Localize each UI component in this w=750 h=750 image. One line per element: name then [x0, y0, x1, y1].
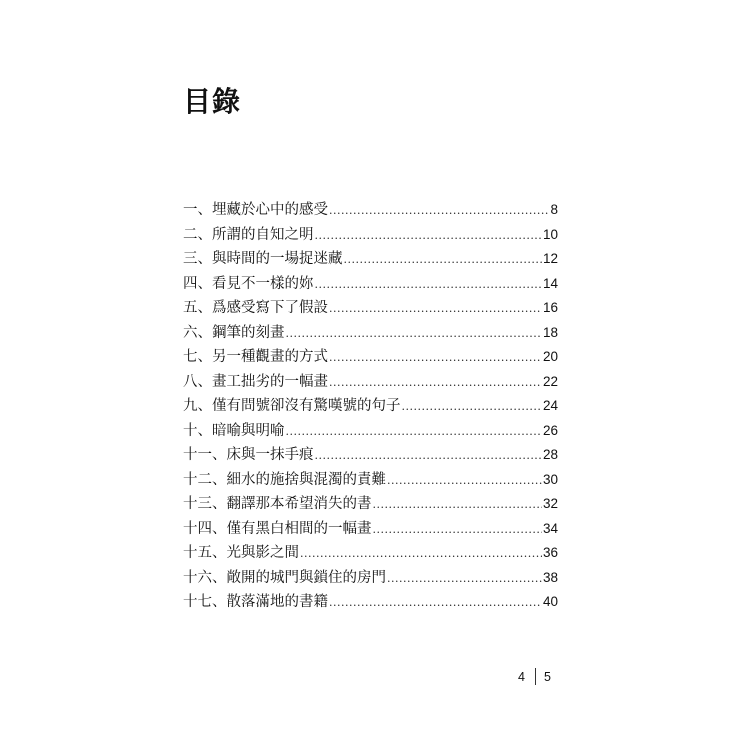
- toc-entry[interactable]: [183, 296, 558, 321]
- toc-leader-dots: [315, 444, 542, 469]
- toc-entry-page: 24: [542, 398, 558, 413]
- toc-entry[interactable]: [183, 468, 558, 493]
- toc-entry-title: 四、看見不一樣的妳: [183, 275, 314, 292]
- toc-entry[interactable]: [183, 443, 558, 468]
- toc-entry[interactable]: [183, 247, 558, 272]
- toc-entry[interactable]: [183, 345, 558, 370]
- toc-entry-page: 10: [542, 226, 558, 242]
- toc-leader-dots: [315, 224, 542, 249]
- toc-entry-title: 十一、床與一抹手痕: [183, 447, 314, 463]
- toc-leader-dots: [300, 542, 542, 567]
- toc-entry-page: 32: [542, 496, 558, 511]
- toc-entry-title: 十二、細水的施捨與混濁的責難: [183, 471, 386, 488]
- toc-entry[interactable]: [183, 590, 558, 615]
- toc-entry-title: 十七、散落滿地的書籍: [183, 594, 328, 610]
- toc-leader-dots: [286, 322, 542, 347]
- toc-entry[interactable]: [183, 198, 558, 223]
- toc-entry-title: 六、鋼筆的刻畫: [183, 324, 285, 341]
- toc-entry-page: 26: [542, 422, 558, 438]
- right-page-number: 5: [543, 669, 551, 684]
- toc-entry-title: 十四、僅有黑白相間的一幅畫: [183, 520, 372, 537]
- toc-entry-page: 38: [542, 569, 558, 585]
- toc-entry-page: 12: [542, 251, 558, 266]
- page-title: 目錄: [183, 85, 242, 118]
- toc-leader-dots: [373, 518, 542, 543]
- toc-entry-title: 八、畫工拙劣的一幅畫: [183, 373, 328, 390]
- toc-leader-dots: [286, 420, 542, 445]
- toc-entry-page: 14: [542, 275, 558, 291]
- toc-leader-dots: [402, 395, 542, 420]
- toc-entry-title: 九、僅有問號卻沒有驚嘆號的句子: [183, 398, 401, 414]
- toc-leader-dots: [329, 591, 542, 616]
- toc-entry[interactable]: [183, 370, 558, 395]
- toc-leader-dots: [329, 297, 542, 322]
- toc-entry-page: 36: [542, 545, 558, 560]
- toc-entry[interactable]: [183, 419, 558, 444]
- toc-entry[interactable]: [183, 517, 558, 542]
- toc-entry[interactable]: [183, 566, 558, 591]
- toc-entry-page: 28: [542, 447, 558, 462]
- toc-entry-title: 五、爲感受寫下了假設: [183, 300, 328, 316]
- toc-leader-dots: [315, 273, 542, 298]
- toc-entry[interactable]: [183, 394, 558, 419]
- toc-leader-dots: [329, 346, 542, 371]
- toc-entry[interactable]: [183, 223, 558, 248]
- toc-entry[interactable]: [183, 272, 558, 297]
- toc-entry-title: 一、埋藏於心中的感受: [183, 202, 328, 218]
- toc-leader-dots: [387, 469, 542, 494]
- toc-entry-title: 十六、敞開的城門與鎖住的房門: [183, 569, 386, 586]
- toc-leader-dots: [329, 371, 542, 396]
- toc-entry-title: 十三、翻譯那本希望消失的書: [183, 496, 372, 512]
- toc-leader-dots: [329, 199, 549, 224]
- folio-divider: [535, 668, 536, 685]
- toc-entry[interactable]: [183, 492, 558, 517]
- toc-entry-page: 18: [542, 324, 558, 340]
- toc-entry[interactable]: [183, 541, 558, 566]
- toc-entry-title: 十五、光與影之間: [183, 545, 299, 561]
- toc-entry-page: 34: [542, 520, 558, 536]
- page-number-footer: [518, 668, 551, 685]
- left-page-number: 4: [518, 669, 525, 684]
- toc-leader-dots: [373, 493, 542, 518]
- toc-entry-page: 16: [542, 300, 558, 315]
- toc-leader-dots: [344, 248, 542, 273]
- toc-leader-dots: [387, 567, 542, 592]
- table-of-contents: [183, 198, 558, 615]
- toc-entry-title: 二、所謂的自知之明: [183, 226, 314, 243]
- toc-entry-title: 七、另一種觀畫的方式: [183, 349, 328, 365]
- toc-entry-title: 三、與時間的一場捉迷藏: [183, 251, 343, 267]
- toc-entry-page: 30: [542, 471, 558, 487]
- toc-entry-title: 十、暗喻與明喻: [183, 422, 285, 439]
- toc-entry-page: 20: [542, 349, 558, 364]
- toc-entry[interactable]: [183, 321, 558, 346]
- toc-entry-page: 8: [550, 202, 558, 217]
- toc-entry-page: 22: [542, 373, 558, 389]
- toc-entry-page: 40: [542, 594, 558, 609]
